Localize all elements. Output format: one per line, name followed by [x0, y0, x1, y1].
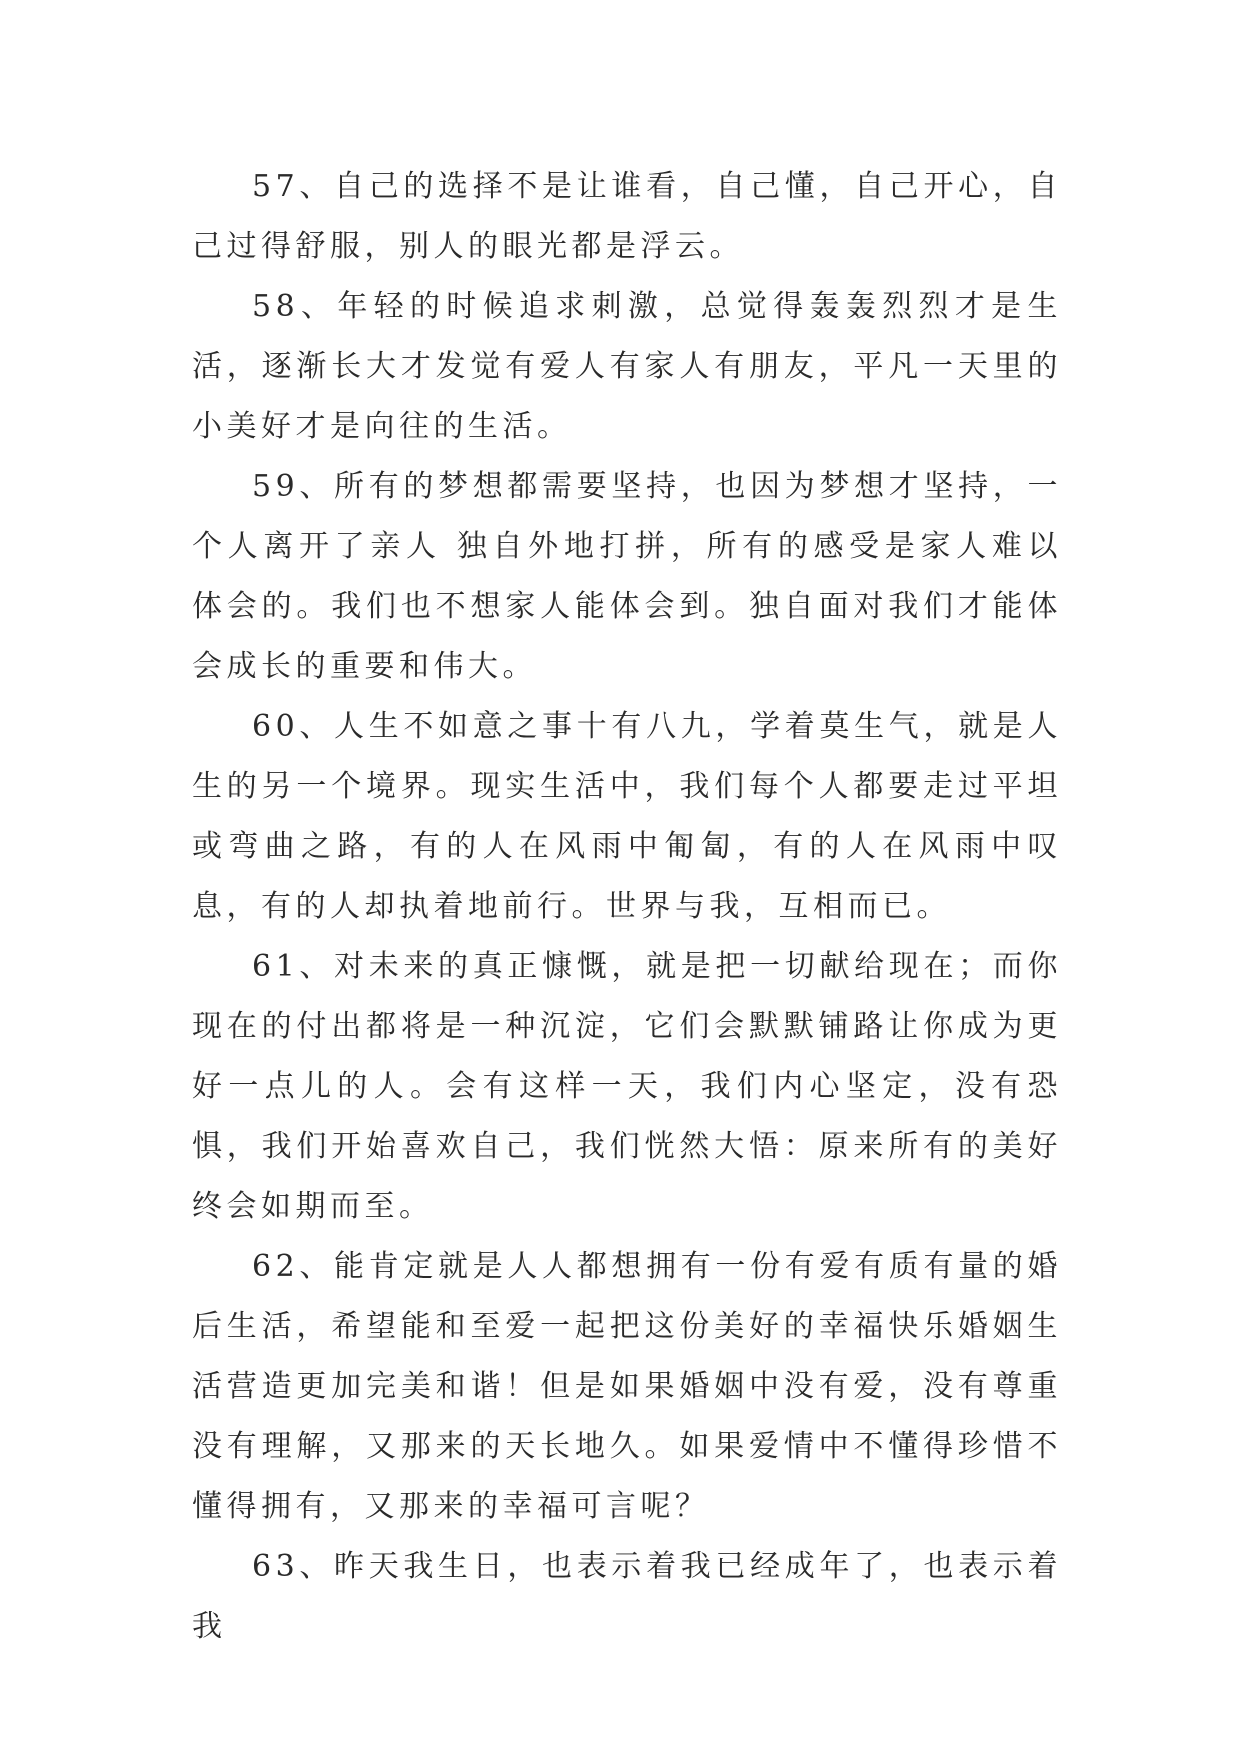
paragraph-59: 59、所有的梦想都需要坚持，也因为梦想才坚持，一个人离开了亲人 独自外地打拼，所有的感受是家人难以体会的。我们也不想家人能体会到。独自面对我们才能体会成长的重要和伟大。	[192, 469, 1062, 684]
paragraph-61: 61、对未来的真正慷慨，就是把一切献给现在；而你现在的付出都将是一种沉淀，它们会默默铺路让你成为更好一点儿的人。会有这样一天，我们内心坚定，没有恐惧，我们开始喜欢自己，我们恍然大悟：原来所有的美好终会如期而至。	[192, 949, 1062, 1224]
paragraph-63: 63、昨天我生日，也表示着我已经成年了，也表示着我	[192, 1549, 1062, 1644]
paragraph-62: 62、能肯定就是人人都想拥有一份有爱有质有量的婚后生活，希望能和至爱一起把这份美好的幸福快乐婚姻生活营造更加完美和谐！但是如果婚姻中没有爱，没有尊重没有理解，又那来的天长地久。如果爱情中不懂得珍惜不懂得拥有，又那来的幸福可言呢？	[192, 1249, 1062, 1524]
paragraph-60: 60、人生不如意之事十有八九，学着莫生气，就是人生的另一个境界。现实生活中，我们每个人都要走过平坦或弯曲之路，有的人在风雨中匍匐，有的人在风雨中叹息，有的人却执着地前行。世界与我，互相而已。	[192, 709, 1062, 924]
document-body	[192, 157, 1062, 1657]
paragraph-58: 58、年轻的时候追求刺激，总觉得轰轰烈烈才是生活，逐渐长大才发觉有爱人有家人有朋友，平凡一天里的小美好才是向往的生活。	[192, 289, 1062, 444]
paragraph-57: 57、自己的选择不是让谁看，自己懂，自己开心，自己过得舒服，别人的眼光都是浮云。	[192, 169, 1062, 264]
